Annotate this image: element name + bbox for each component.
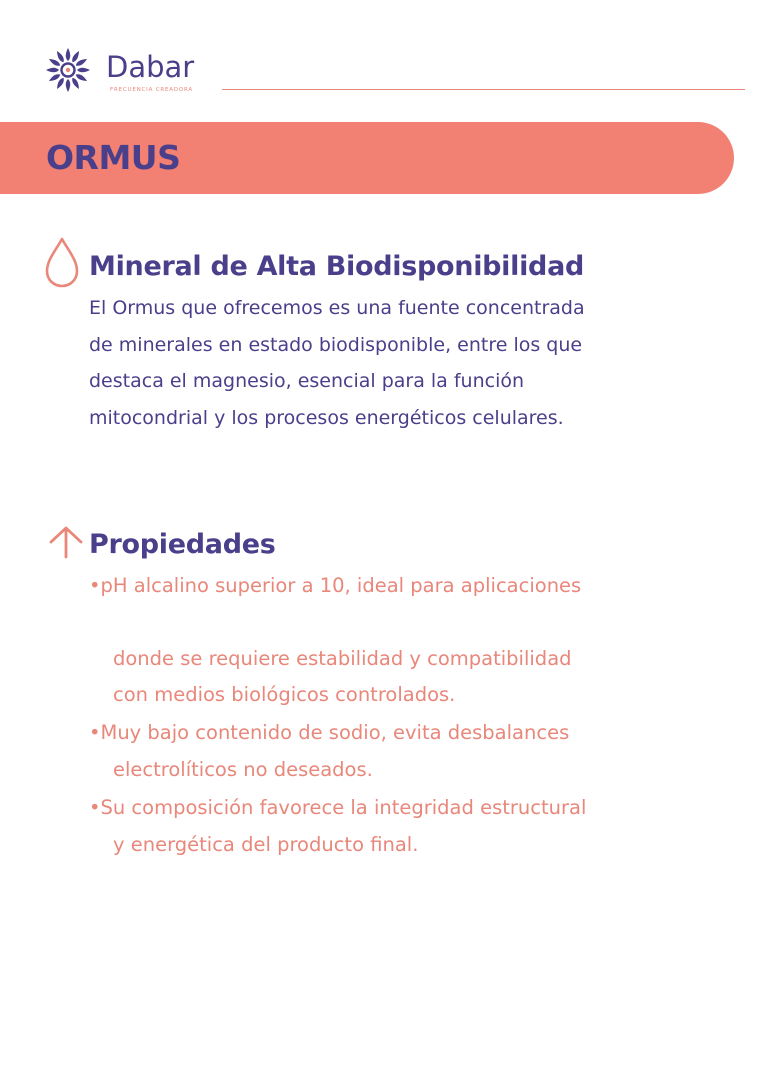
body-line: El Ormus que ofrecemos es una fuente concentrada [89,297,585,319]
bullet-line: •Su composición favorece la integridad estructural [89,796,587,819]
header-divider [222,89,745,90]
section-heading-mineral: Mineral de Alta Biodisponibilidad [89,251,585,282]
logo-tagline: FRECUENCIA CREADORA [110,87,193,93]
bullet-line: donde se requiere estabilidad y compatibilidad [113,647,572,670]
bullet-line: •pH alcalino superior a 10, ideal para aplicaciones [89,574,582,597]
body-line: destaca el magnesio, esencial para la función [89,370,525,392]
body-line: de minerales en estado biodisponible, entre los que [89,333,583,356]
brand-logo [44,46,214,98]
page-title: ORMUS [46,138,181,177]
section-heading-propiedades: Propiedades [89,529,276,560]
body-line: mitocondrial y los procesos energéticos celulares. [89,406,564,429]
bullet-line: •Muy bajo contenido de sodio, evita desbalances [89,721,570,744]
section-body-mineral [89,290,689,436]
bullet-line: electrolíticos no deseados. [113,758,373,781]
water-drop-icon [44,236,80,290]
sun-flower-logo-icon [44,46,92,94]
bullet-line: con medios biológicos controlados. [113,683,456,706]
arrow-up-icon [46,524,86,560]
logo-wordmark: Dabar [106,50,195,84]
bullet-line: y energética del producto final. [113,833,419,856]
